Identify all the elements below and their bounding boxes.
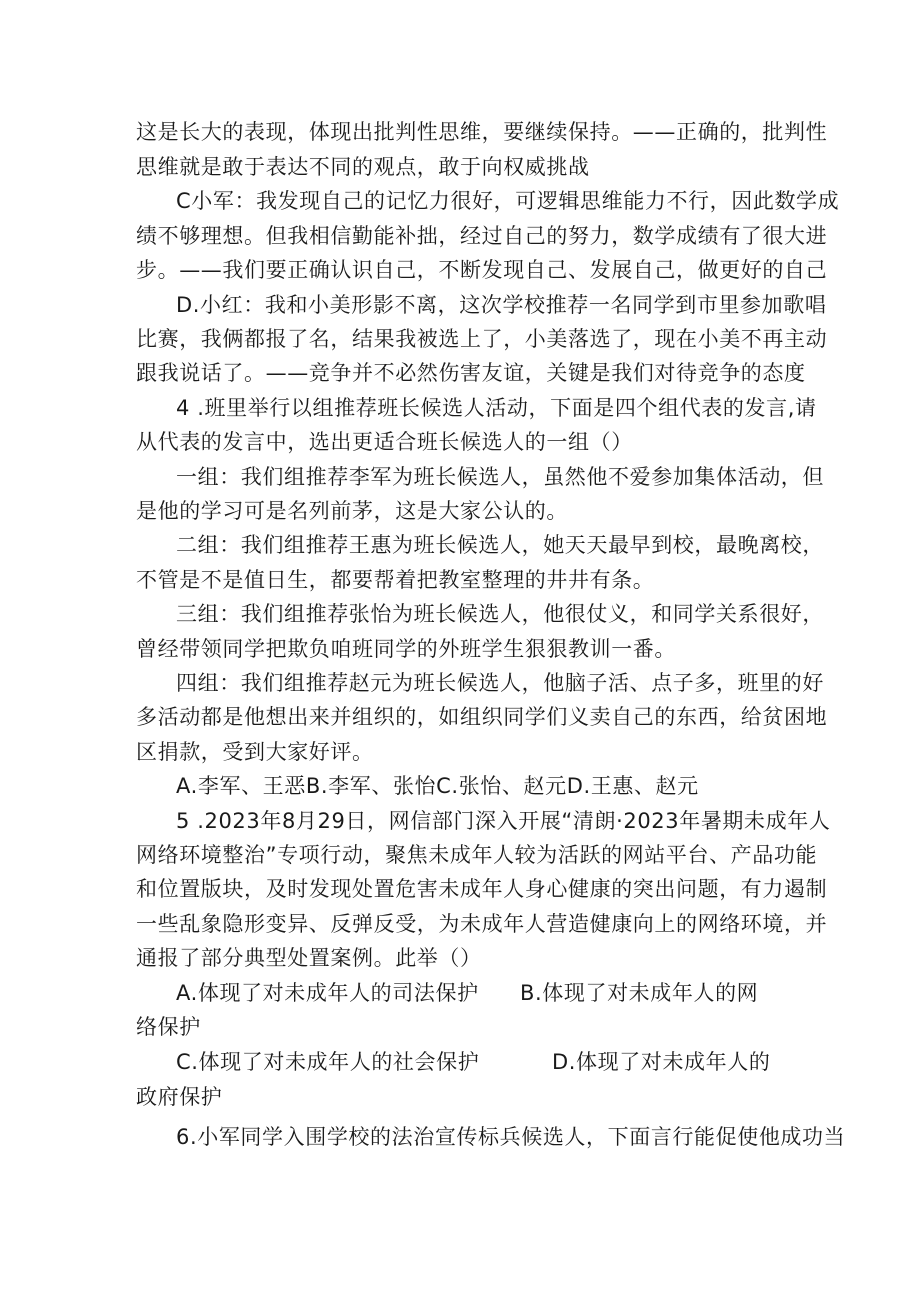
question-5: 5 .2023年8月29日，网信部门深入开展“清朗·2023年暑期未成年人 (176, 809, 831, 833)
text-line: 网络环境整治”专项行动，聚焦未成年人较为活跃的网站平台、产品功能 (136, 843, 818, 867)
option-c-line: C小军：我发现自己的记忆力很好，可逻辑思维能力不行，因此数学成 (176, 189, 840, 213)
text-line: 绩不够理想。但我相信勤能补拙，经过自己的努力，数学成绩有了很大进 (136, 224, 828, 248)
text-line: 是他的学习可是名列前茅，这是大家公认的。 (136, 499, 568, 523)
text-line: 不管是不是值日生，都要帮着把教室整理的井井有条。 (136, 568, 655, 592)
text-line: 政府保护 (136, 1085, 223, 1109)
text-line: 通报了部分典型处置案例。此举（） (136, 946, 482, 970)
question-5-option-d: D.体现了对未成年人的 (552, 1050, 771, 1074)
text-line: 跟我说话了。——竞争并不必然伤害友谊，关键是我们对待竞争的态度 (136, 361, 806, 385)
question-5-option-b: B.体现了对未成年人的网 (520, 981, 759, 1005)
question-6: 6.小军同学入围学校的法治宣传标兵候选人，下面言行能促使他成功当 (176, 1125, 846, 1149)
text-line: 一些乱象隐形变异、反弹反受，为未成年人营造健康向上的网络环境，并 (136, 912, 828, 936)
text-line: 步。——我们要正确认识自己，不断发现自己、发展自己，做更好的自己 (136, 258, 828, 282)
question-4-options: A.李军、王恶B.李军、张怡C.张怡、赵元D.王惠、赵元 (176, 774, 699, 798)
text-line: 和位置版块，及时发现处置危害未成年人身心健康的突出问题，有力遏制 (136, 877, 828, 901)
group-1-line: 一组：我们组推荐李军为班长候选人，虽然他不爱参加集体活动，但 (176, 465, 824, 489)
question-5-option-a: A.体现了对未成年人的司法保护 (176, 981, 479, 1005)
group-4-line: 四组：我们组推荐赵元为班长候选人，他脑子活、点子多，班里的好 (176, 671, 824, 695)
group-3-line: 三组：我们组推荐张怡为班长候选人，他很仗义，和同学关系很好， (176, 602, 824, 626)
group-2-line: 二组：我们组推荐王惠为班长候选人，她天天最早到校，最晚离校， (176, 533, 824, 557)
text-line: 这是长大的表现，体现出批判性思维，要继续保持。——正确的，批判性 (136, 120, 828, 144)
text-line: 比赛，我俩都报了名，结果我被选上了，小美落选了，现在小美不再主动 (136, 327, 828, 351)
text-line: 区捐款，受到大家好评。 (136, 740, 374, 764)
text-line: 络保护 (136, 1015, 201, 1039)
text-line: 思维就是敢于表达不同的观点，敢于向权威挑战 (136, 155, 590, 179)
text-line: 多活动都是他想出来并组织的，如组织同学们义卖自己的东西，给贫困地 (136, 705, 828, 729)
option-d-line: D.小红：我和小美形影不离，这次学校推荐一名同学到市里参加歌唱 (176, 293, 827, 317)
question-5-option-c: C.体现了对未成年人的社会保护 (176, 1050, 480, 1074)
text-line: 从代表的发言中，选出更适合班长候选人的一组（） (136, 430, 633, 454)
text-line: 曾经带领同学把欺负咱班同学的外班学生狠狠教训一番。 (136, 637, 676, 661)
question-4: 4 .班里举行以组推荐班长候选人活动，下面是四个组代表的发言,请 (176, 396, 817, 420)
